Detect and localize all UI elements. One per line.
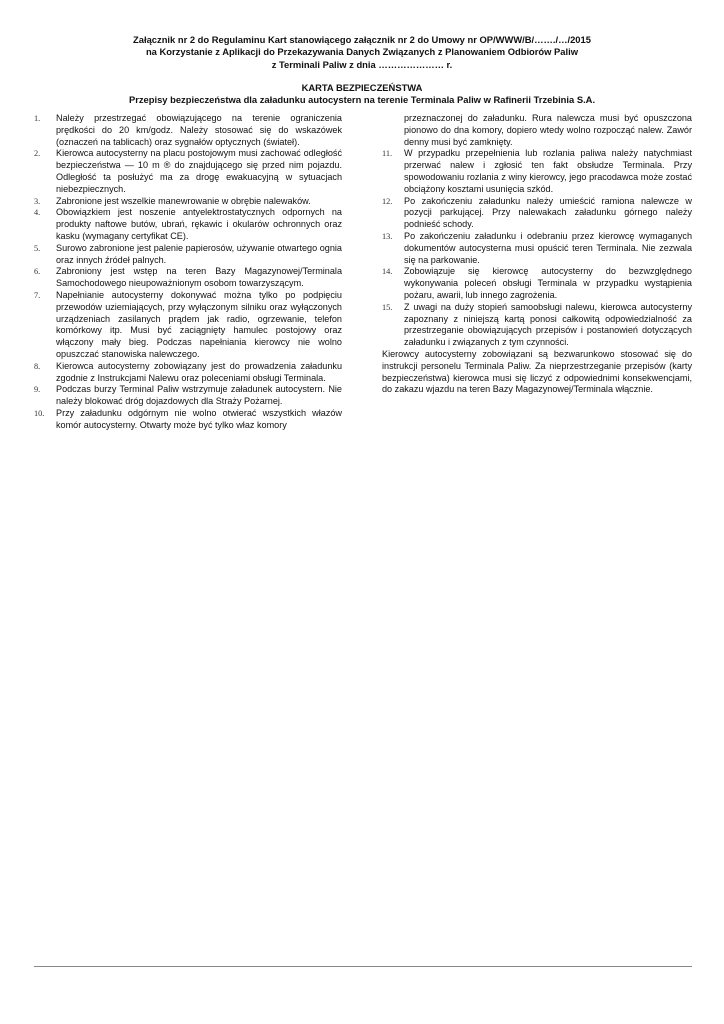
header-line-2: na Korzystanie z Aplikacji do Przekazywania Danych Związanych z Planowaniem Odbiorów Paliw bbox=[145, 46, 579, 58]
rule-text: Podczas burzy Terminal Paliw wstrzymuje załadunek autocystern. Nie należy blokować dróg dojazdowych dla Straży Pożarnej. bbox=[56, 384, 342, 407]
rule-text: Po zakończeniu załadunku i odebraniu przez kierowcę wymaganych dokumentów autocysterna musi opuścić teren Terminala. Nie zezwala się na parkowanie. bbox=[404, 230, 692, 265]
rule-text: Kierowca autocysterny zobowiązany jest do prowadzenia załadunku zgodnie z Instrukcjami Nalewu oraz poleceniami obsługi Terminala. bbox=[56, 360, 342, 383]
rule-text: Zabroniony jest wstęp na teren Bazy Magazynowej/Terminala Samochodowego nieupoważnionym osobom towarzyszącym. bbox=[56, 266, 342, 289]
rule-text: W przypadku przepełnienia lub rozlania paliwa należy natychmiast przerwać nalew i zgłosić ten fakt obsłudze Terminala. Przy spowodowaniu rozlania z winy kierowcy, jego pracodawca może zostać obciążony kosztami usunięcia szkód. bbox=[404, 148, 692, 194]
rule-item bbox=[382, 231, 692, 266]
rule-number: 10. bbox=[34, 408, 45, 418]
footer-divider bbox=[34, 966, 692, 967]
rule-number: 3. bbox=[34, 196, 41, 206]
rule-item bbox=[382, 266, 692, 301]
rule-number: 2. bbox=[34, 149, 41, 159]
rule-item bbox=[34, 408, 342, 432]
rule-item bbox=[34, 361, 342, 385]
rule-number: 11. bbox=[382, 149, 393, 159]
rule-item bbox=[34, 207, 342, 242]
rule-item bbox=[382, 148, 692, 195]
right-column bbox=[382, 113, 692, 396]
rule-number: 9. bbox=[34, 385, 41, 395]
rules-list-left bbox=[34, 113, 342, 432]
document-header bbox=[40, 34, 684, 71]
rule-text: Surowo zabronione jest palenie papierosów, używanie otwartego ognia oraz innych źródeł palnych. bbox=[56, 242, 342, 265]
rule-text: Kierowca autocysterny na placu postojowym musi zachować odległość bezpieczeństwa — 10 m ® do znajdującego się przed nim pojazdu. Odległość ta posłużyć ma za drogę ewakuacyjną w sytuacjach niebezpiecznych. bbox=[56, 148, 342, 194]
document-subtitle: Przepisy bezpieczeństwa dla załadunku autocystern na terenie Terminala Paliw w Rafinerii Trzebinia S.A. bbox=[128, 94, 596, 106]
rule-text: Napełnianie autocysterny dokonywać można tylko po podpięciu przewodów uziemiających, przy wyłączonym silniku oraz wyłączonych urządzeniach zasilanych prądem jak radio, ogrzewanie, telefon komórkowy itp. Musi być zaciągnięty hamulec postojowy oraz włączony mały bieg. Podczas napełniania kierowcy nie wolno opuszczać stanowiska nalewczego. bbox=[56, 289, 342, 359]
rule-item bbox=[382, 302, 692, 349]
rule-item bbox=[34, 148, 342, 195]
header-line-1: Załącznik nr 2 do Regulaminu Kart stanowiącego załącznik nr 2 do Umowy nr OP/WWW/B/……./…/2015 bbox=[133, 34, 591, 45]
header-line-3: z Terminali Paliw z dnia ………………… r. bbox=[271, 58, 453, 70]
rule-item bbox=[34, 290, 342, 361]
rule-number: 1. bbox=[34, 114, 41, 123]
rules-list-right bbox=[382, 148, 692, 349]
rule-number: 8. bbox=[34, 361, 41, 371]
left-column bbox=[34, 113, 342, 432]
rule-text: Należy przestrzegać obowiązującego na terenie ograniczenia prędkości do 20 km/godz. Należy stosować się do wskazówek (oznaczeń na tablicach) oraz sygnałów optycznych (świateł). bbox=[56, 113, 342, 147]
rule-item bbox=[34, 384, 342, 408]
document-title: KARTA BEZPIECZEŃSTWA bbox=[301, 82, 423, 93]
rule-item bbox=[34, 243, 342, 267]
rule-text: Obowiązkiem jest noszenie antyelektrostatycznych odpornych na produkty naftowe butów, ubrań, rękawic i okularów ochronnych oraz kasku (wymagany certyfikat CE). bbox=[56, 207, 342, 241]
closing-paragraph: Kierowcy autocysterny zobowiązani są bezwarunkowo stosować się do instrukcji personelu Terminala Paliw. Za nieprzestrzeganie przepisów (karty bezpieczeństwa) kierowca musi się liczyć z odpowiednimi konsekwencjami, do zakazu wjazdu na teren Bazy Magazynowej/Terminala włącznie. bbox=[382, 348, 692, 395]
rule-number: 4. bbox=[34, 208, 41, 218]
rule-item bbox=[34, 196, 342, 208]
title-block bbox=[40, 82, 684, 107]
rule-number: 12. bbox=[382, 196, 393, 206]
rule-item bbox=[382, 196, 692, 231]
rule-text: Z uwagi na duży stopień samoobsługi nalewu, kierowca autocysterny zapoznany z niniejszą kartą ponosi całkowitą odpowiedzialność za przestrzeganie obowiązujących przepisów i postanowień dotyczących załadunku i związanych z tym czynności. bbox=[404, 301, 692, 348]
rule-number: 14. bbox=[382, 267, 393, 277]
rule-number: 6. bbox=[34, 267, 41, 277]
rule-number: 7. bbox=[34, 290, 41, 300]
rule-text: Zobowiązuje się kierowcę autocysterny do bezwzględnego wykonywania poleceń obsługi Terminala w przypadku wystąpienia pożaru, awarii, lub innego zagrożenia. bbox=[404, 266, 692, 300]
rule-text: Przy załadunku odgórnym nie wolno otwierać wszystkich włazów komór autocysterny. Otwarty może być tylko właz komory bbox=[56, 407, 342, 430]
rule-text: Zabronione jest wszelkie manewrowanie w obrębie nalewaków. bbox=[56, 195, 311, 206]
rule-10-continuation: przeznaczonej do załadunku. Rura nalewcza musi być opuszczona pionowo do dna komory, dopiero wtedy wolno rozpocząć nalew. Zawór denny musi być zamknięty. bbox=[404, 113, 692, 147]
rule-number: 13. bbox=[382, 231, 393, 241]
rule-text: Po zakończeniu załadunku należy umieścić ramiona nalewcze w pozycji parkującej. Przy nalewakach załadunku górnego należy podnieść schody. bbox=[404, 195, 692, 230]
rule-item bbox=[34, 266, 342, 290]
rule-item bbox=[34, 113, 342, 148]
rule-number: 15. bbox=[382, 302, 393, 312]
rule-number: 5. bbox=[34, 243, 41, 253]
